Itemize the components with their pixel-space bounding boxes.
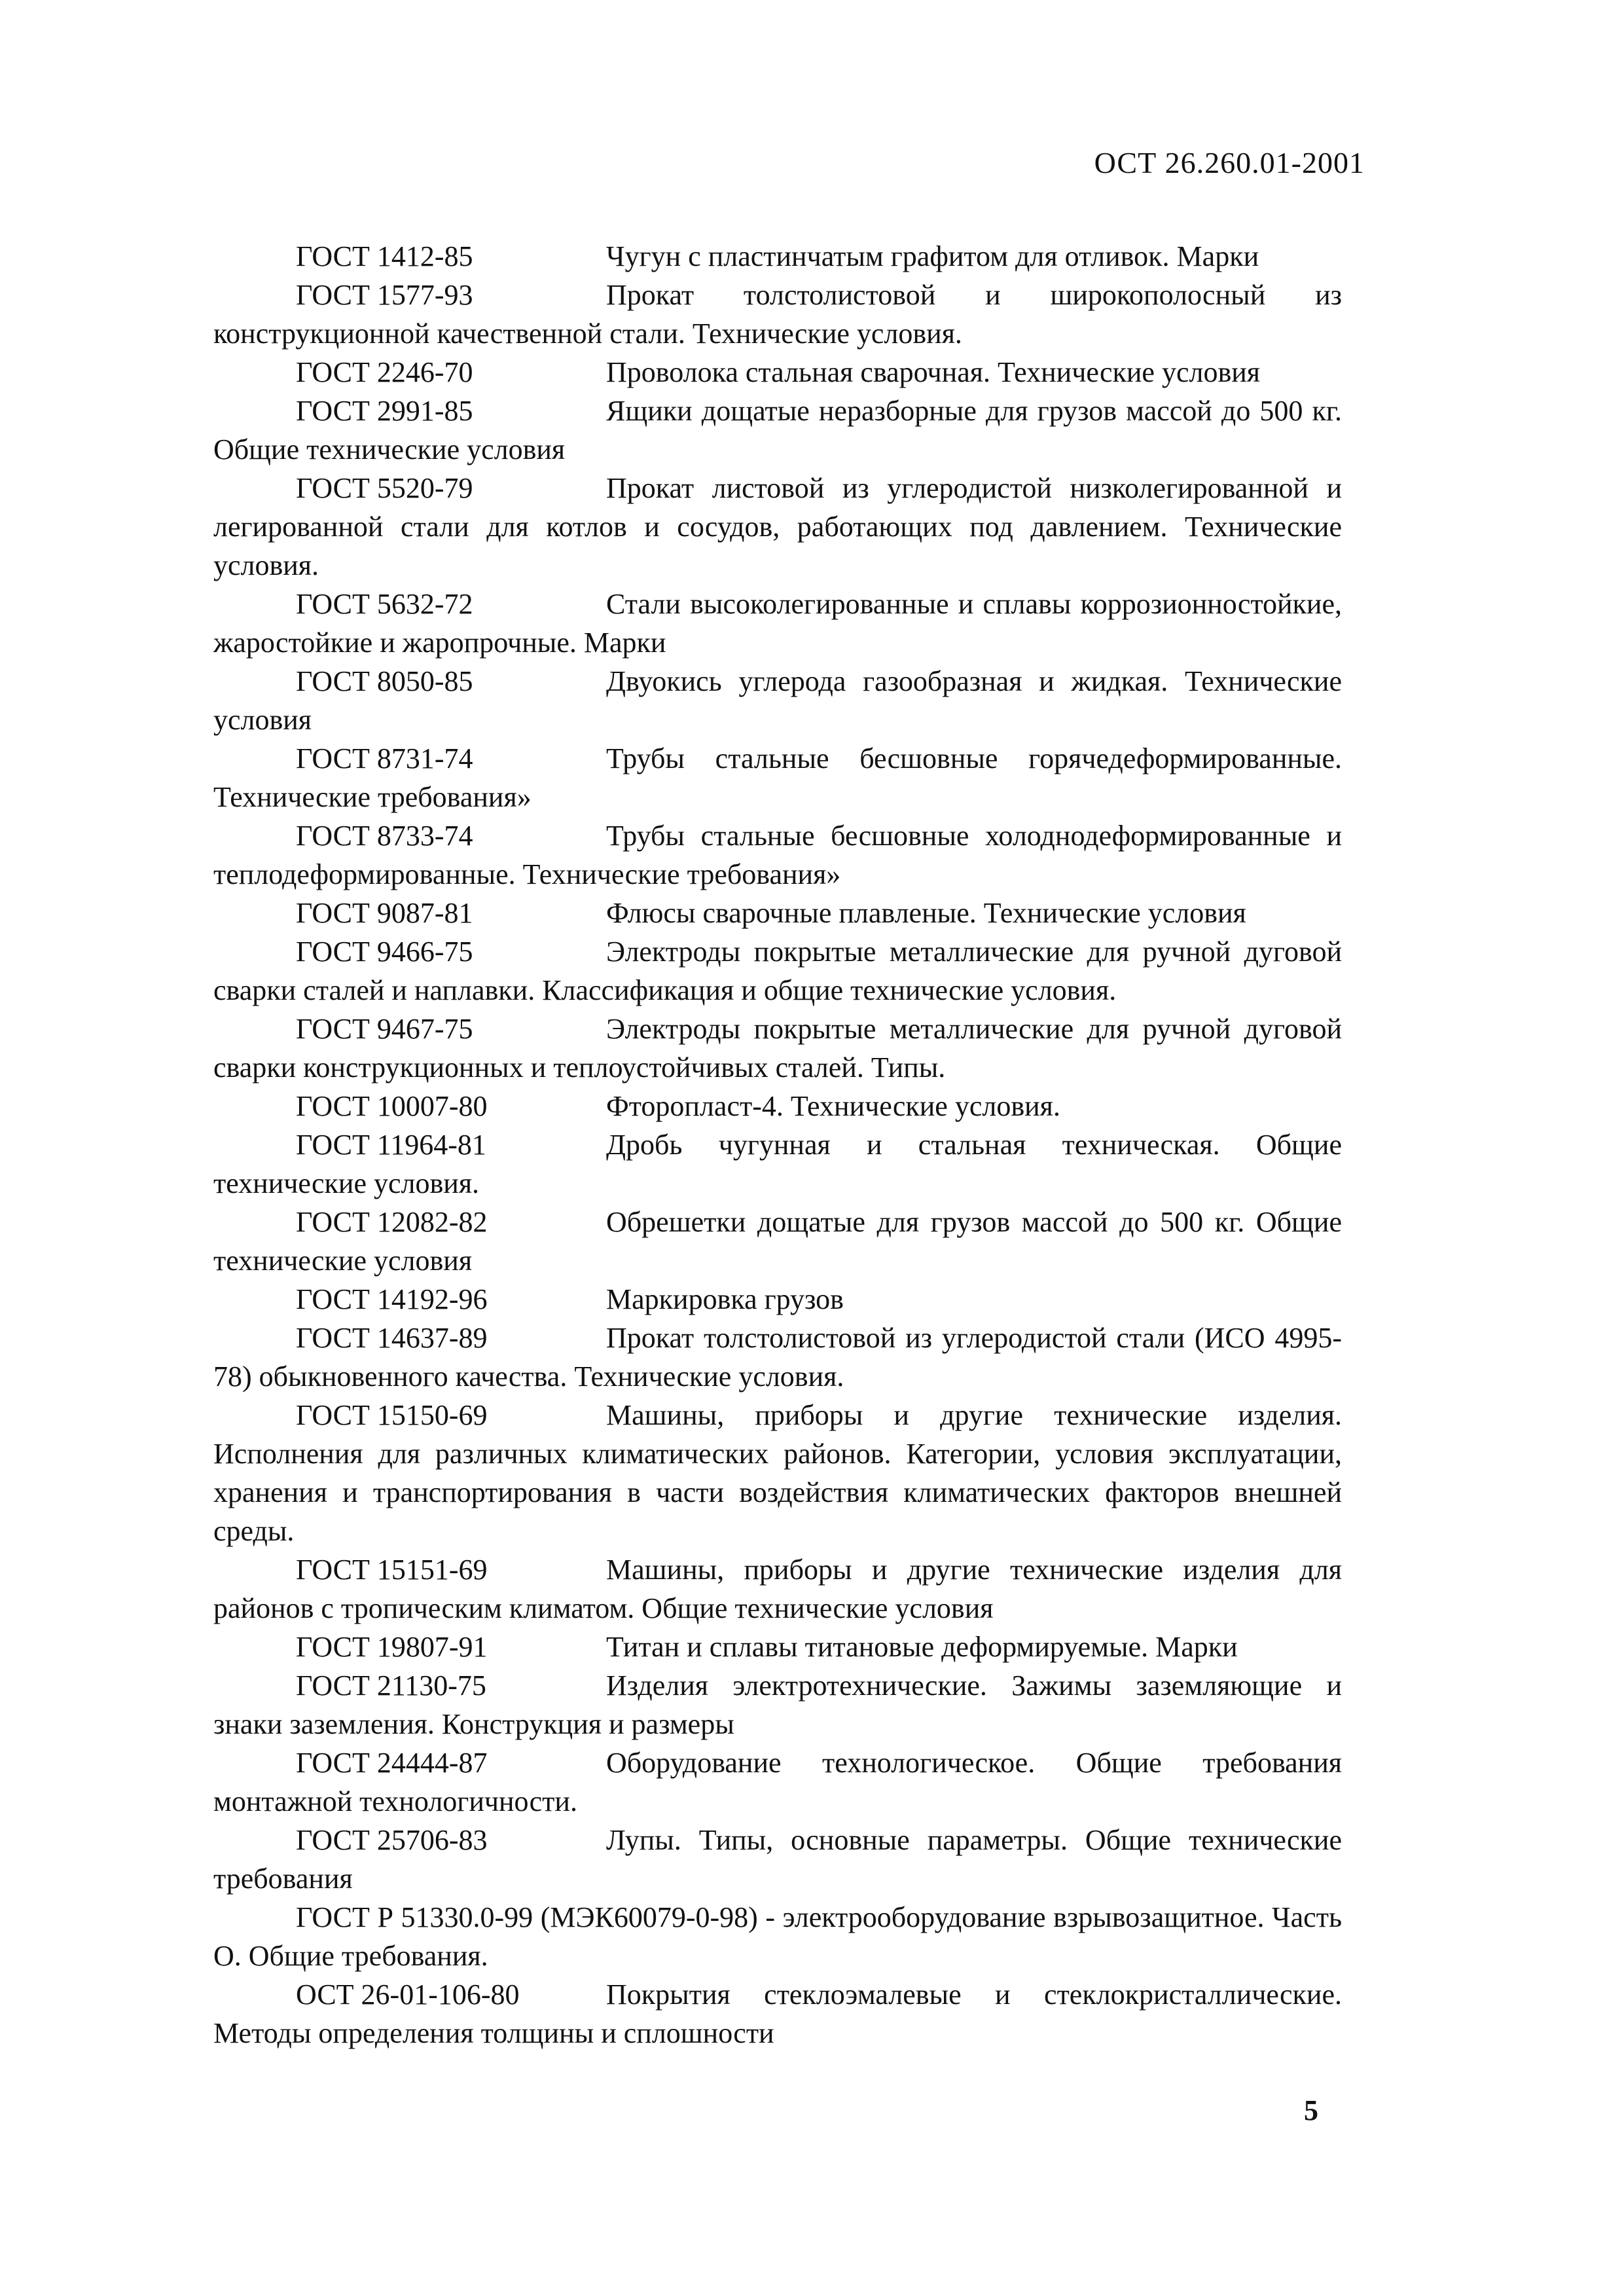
reference-title: Оборудование технологическое. Общие требования монтажной технологичности.: [213, 1747, 1342, 1817]
reference-code: ГОСТ 2991-85: [296, 395, 473, 427]
reference-code: ГОСТ 1577-93: [296, 279, 473, 311]
reference-code: ГОСТ 9466-75: [296, 936, 473, 968]
normative-references-list: [213, 237, 1342, 2052]
reference-code: ОСТ 26-01-106-80: [296, 1978, 520, 2011]
reference-entry: [213, 739, 1342, 816]
reference-code: ГОСТ Р 51330.0-99 (МЭК60079-0-98): [296, 1901, 758, 1933]
reference-title: Изделия электротехнические. Зажимы заземляющие и знаки заземления. Конструкция и размеры: [213, 1669, 1342, 1740]
reference-entry: [213, 585, 1342, 662]
reference-title: Дробь чугунная и стальная техническая. Общие технические условия.: [213, 1129, 1342, 1199]
reference-title: Трубы стальные бесшовные горячедеформированные. Технические требования»: [213, 742, 1342, 813]
reference-entry: [213, 662, 1342, 739]
reference-title: Трубы стальные бесшовные холоднодеформированные и теплодеформированные. Технические требования»: [213, 820, 1342, 890]
reference-title: Прокат листовой из углеродистой низколегированной и легированной стали для котлов и сосудов, работающих под давлением. Технические условия.: [213, 472, 1342, 581]
reference-code: ГОСТ 2246-70: [296, 356, 473, 388]
reference-code: ГОСТ 19807-91: [296, 1631, 488, 1663]
reference-code: ГОСТ 12082-82: [296, 1206, 488, 1238]
reference-code: ГОСТ 21130-75: [296, 1669, 486, 1702]
reference-title: Машины, приборы и другие технические изделия. Исполнения для различных климатических районов. Категории, условия эксплуатации, хранения и транспортирования в части воздействия климатических факторов внешней среды.: [213, 1399, 1342, 1547]
reference-title: - электрооборудование взрывозащитное. Часть О. Общие требования.: [213, 1901, 1343, 1972]
reference-entry: [213, 1743, 1342, 1821]
reference-title: Двуокись углерода газообразная и жидкая. Технические условия: [213, 665, 1342, 736]
reference-title: Стали высоколегированные и сплавы коррозионностойкие, жаростойкие и жаропрочные. Марки: [213, 588, 1342, 659]
reference-entry: [213, 816, 1342, 894]
reference-code: ГОСТ 14192-96: [296, 1283, 488, 1315]
reference-entry: [213, 1898, 1342, 1975]
reference-title: Покрытия стеклоэмалевые и стеклокристаллические. Методы определения толщины и сплошности: [213, 1978, 1342, 2049]
reference-code: ГОСТ 8050-85: [296, 665, 473, 697]
reference-entry: [213, 894, 1342, 932]
reference-code: ГОСТ 8733-74: [296, 820, 473, 852]
reference-entry: [213, 1628, 1342, 1666]
reference-entry: [213, 1203, 1342, 1280]
reference-entry: [213, 1125, 1342, 1203]
reference-title: Чугун с пластинчатым графитом для отливок. Марки: [606, 240, 1259, 272]
reference-entry: [213, 1396, 1342, 1550]
reference-entry: [213, 353, 1342, 392]
reference-entry: [213, 276, 1342, 353]
reference-code: ГОСТ 11964-81: [296, 1129, 486, 1161]
reference-entry: [213, 1666, 1342, 1743]
reference-title: Титан и сплавы титановые деформируемые. Марки: [606, 1631, 1238, 1663]
reference-code: ГОСТ 15150-69: [296, 1399, 488, 1431]
reference-title: Проволока стальная сварочная. Технические условия: [606, 356, 1261, 388]
reference-title: Лупы. Типы, основные параметры. Общие технические требования: [213, 1824, 1342, 1895]
reference-entry: [213, 237, 1342, 276]
reference-title: Прокат толстолистовой и широкополосный из конструкционной качественной стали. Технические условия.: [213, 279, 1342, 350]
reference-code: ГОСТ 5632-72: [296, 588, 473, 620]
reference-entry: [213, 1319, 1342, 1396]
reference-title: Флюсы сварочные плавленые. Технические условия: [606, 897, 1246, 929]
reference-title: Электроды покрытые металлические для ручной дуговой сварки сталей и наплавки. Классификация и общие технические условия.: [213, 936, 1342, 1006]
reference-entry: [213, 392, 1342, 469]
reference-entry: [213, 1010, 1342, 1087]
reference-title: Обрешетки дощатые для грузов массой до 500 кг. Общие технические условия: [213, 1206, 1342, 1277]
reference-title: Ящики дощатые неразборные для грузов массой до 500 кг. Общие технические условия: [213, 395, 1342, 465]
reference-code: ГОСТ 9467-75: [296, 1013, 473, 1045]
reference-code: ГОСТ 9087-81: [296, 897, 473, 929]
reference-title: Прокат толстолистовой из углеродистой стали (ИСО 4995-78) обыкновенного качества. Технические условия.: [213, 1322, 1342, 1393]
reference-code: ГОСТ 1412-85: [296, 240, 473, 272]
reference-entry: [213, 1975, 1342, 2052]
reference-code: ГОСТ 10007-80: [296, 1090, 488, 1122]
reference-code: ГОСТ 15151-69: [296, 1554, 488, 1586]
reference-code: ГОСТ 25706-83: [296, 1824, 488, 1856]
reference-code: ГОСТ 5520-79: [296, 472, 473, 504]
reference-entry: [213, 932, 1342, 1010]
reference-entry: [213, 1280, 1342, 1319]
reference-title: Электроды покрытые металлические для ручной дуговой сварки конструкционных и теплоустойчивых сталей. Типы.: [213, 1013, 1342, 1084]
reference-title: Маркировка грузов: [606, 1283, 844, 1315]
reference-title: Фторопласт-4. Технические условия.: [606, 1090, 1060, 1122]
page-number: 5: [1304, 2094, 1318, 2126]
reference-code: ГОСТ 8731-74: [296, 742, 473, 774]
document-code-header: ОСТ 26.260.01-2001: [1094, 146, 1365, 179]
reference-entry: [213, 1821, 1342, 1898]
reference-entry: [213, 1087, 1342, 1125]
reference-code: ГОСТ 24444-87: [296, 1747, 488, 1779]
reference-title: Машины, приборы и другие технические изделия для районов с тропическим климатом. Общие технические условия: [213, 1554, 1342, 1624]
reference-entry: [213, 469, 1342, 585]
reference-code: ГОСТ 14637-89: [296, 1322, 488, 1354]
reference-entry: [213, 1550, 1342, 1628]
